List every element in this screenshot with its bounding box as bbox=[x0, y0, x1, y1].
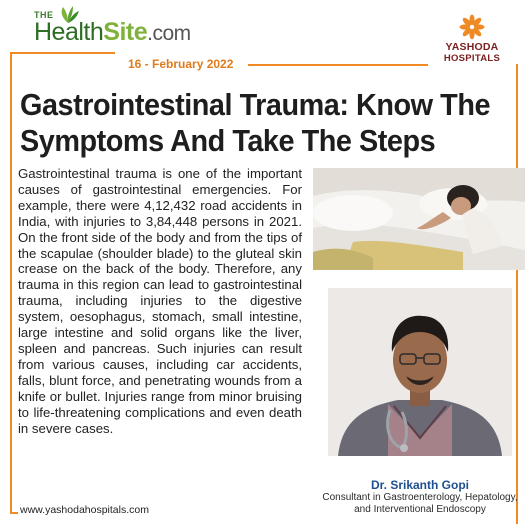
frame-line-bottom bbox=[10, 512, 18, 514]
hospital-name: YASHODA bbox=[445, 41, 499, 53]
hospital-subtitle: HOSPITALS bbox=[443, 53, 501, 64]
article-title-line2: Symptoms And Take The Steps bbox=[20, 123, 436, 158]
website-link[interactable]: www.yashodahospitals.com bbox=[20, 504, 149, 516]
woman-in-bed-illustration bbox=[313, 168, 525, 270]
article-title bbox=[20, 87, 491, 159]
flower-icon bbox=[459, 14, 485, 40]
doctor-name: Dr. Srikanth Gopi bbox=[370, 478, 469, 492]
article-title-line1: Gastrointestinal Trauma: Know The bbox=[20, 87, 491, 122]
logo-name-part2: Site bbox=[103, 18, 148, 46]
thehealthsite-logo bbox=[34, 8, 204, 48]
woman-in-bed-photo bbox=[313, 168, 525, 270]
yashoda-hospitals-logo bbox=[432, 14, 512, 66]
doctor-portrait-photo bbox=[328, 288, 512, 456]
doctor-title-line2: and Interventional Endoscopy bbox=[354, 504, 486, 515]
logo-prefix: THE bbox=[34, 10, 54, 20]
logo-suffix: .com bbox=[147, 22, 191, 45]
doctor-portrait-illustration bbox=[328, 288, 512, 456]
frame-line-top-right bbox=[248, 64, 428, 66]
frame-line-right-vertical bbox=[516, 64, 518, 524]
doctor-title-line1: Consultant in Gastroenterology, Hepatology, bbox=[322, 492, 518, 503]
logo-wordmark bbox=[34, 18, 191, 47]
article-date: 16 - February 2022 bbox=[128, 57, 234, 71]
article-body: Gastrointestinal trauma is one of the important causes of gastrointestinal emergencies. For example, there were 4,12,432 road accidents in India, with injuries to 3,84,448 persons in 2021. On the front side of the body and from the tips of the scapulae (shoulder blade) to the gluteal skin crease on the back of the body. Therefore, any trauma in this region can lead to gastrointestinal trauma, including injuries to the digestive system, oesophagus, stomach, small intestine, large intestine and solid organs like the liver, spleen and pancreas. Such injuries can result from various causes, including car accidents, falls, blunt force, and penetrating wounds from a knife or bullet. Injuries range from minor bruising to life-threatening complications and even death in severe cases. bbox=[18, 166, 302, 436]
frame-line-left-vertical bbox=[10, 52, 12, 512]
frame-line-top-left bbox=[10, 52, 115, 54]
doctor-title bbox=[318, 492, 522, 516]
logo-name-part1: Health bbox=[34, 18, 104, 46]
